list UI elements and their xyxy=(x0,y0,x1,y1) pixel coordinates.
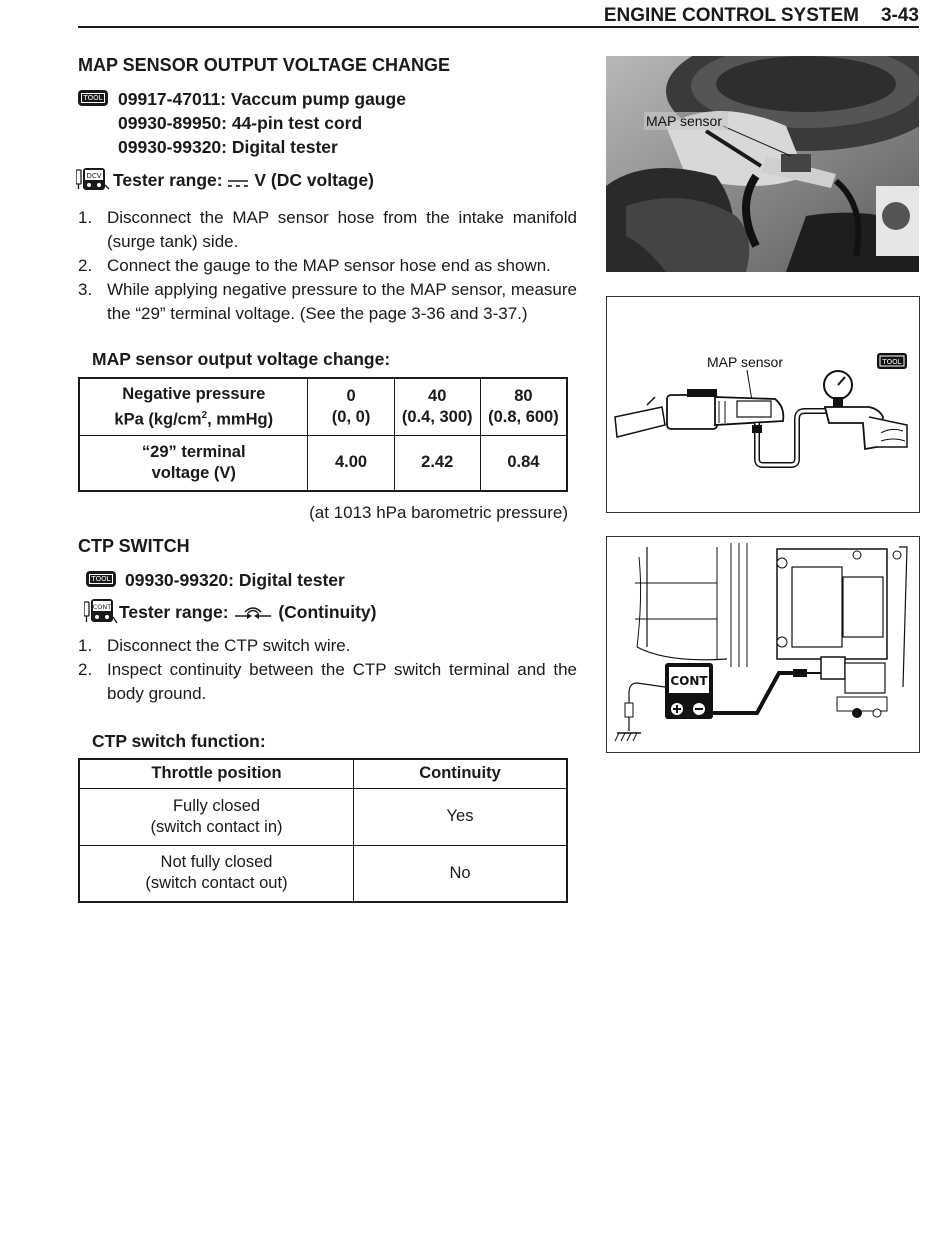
dc-tester-icon xyxy=(76,167,110,191)
table-cell: 0.84 xyxy=(480,435,567,491)
tester-range-label: Tester range: xyxy=(113,170,223,190)
table-cell: Not fully closed (switch contact out) xyxy=(79,845,354,902)
step-item: 2. Connect the gauge to the MAP sensor hose end as shown. xyxy=(78,256,551,275)
tester-range-label: Tester range: xyxy=(119,602,229,622)
tool-icon: TOOL xyxy=(78,90,108,111)
table-cell: Yes xyxy=(354,788,568,845)
map-tester-range xyxy=(113,168,374,192)
table-cell: 0 (0, 0) xyxy=(308,378,394,435)
svg-text:DCV: DCV xyxy=(86,172,102,180)
ctp-table-title: CTP switch function: xyxy=(92,731,266,751)
step-item: 1. Disconnect the CTP switch wire. xyxy=(78,636,351,655)
ctp-tool: 09930-99320: Digital tester xyxy=(125,570,345,590)
table-cell: Fully closed (switch contact in) xyxy=(79,788,354,845)
tool-item: 09930-99320: Digital tester xyxy=(118,137,338,157)
map-sensor-photo xyxy=(606,56,919,272)
diagram-label: MAP sensor xyxy=(707,354,783,370)
ctp-section-title: CTP SWITCH xyxy=(78,536,190,556)
svg-text:TOOL: TOOL xyxy=(882,358,902,366)
page-header xyxy=(78,4,919,28)
map-tool-list xyxy=(118,87,406,159)
continuity-symbol-icon xyxy=(233,602,273,620)
tester-range-value: (Continuity) xyxy=(278,602,377,622)
table-cell: 40 (0.4, 300) xyxy=(394,378,480,435)
tester-range-value: V (DC voltage) xyxy=(254,170,374,190)
table-header-cell: Continuity xyxy=(354,759,568,788)
map-section-title: MAP SENSOR OUTPUT VOLTAGE CHANGE xyxy=(78,55,451,75)
svg-text:CONT: CONT xyxy=(92,603,112,611)
table-cell: 80 (0.8, 600) xyxy=(480,378,567,435)
table-header-cell: “29” terminal voltage (V) xyxy=(79,435,308,491)
pressure-note: (at 1013 hPa barometric pressure) xyxy=(309,503,568,522)
table-cell: 4.00 xyxy=(308,435,394,491)
photo-label: MAP sensor xyxy=(646,113,722,129)
ctp-switch-diagram xyxy=(606,536,920,753)
tool-item: 09917-47011: Vaccum pump gauge xyxy=(118,89,406,109)
continuity-tester-icon xyxy=(84,598,118,624)
page-number: 3-43 xyxy=(880,5,919,26)
vacuum-gauge-diagram xyxy=(606,296,920,513)
table-header-cell: Throttle position xyxy=(79,759,354,788)
map-table-title: MAP sensor output voltage change: xyxy=(92,349,391,369)
map-voltage-table xyxy=(78,377,568,492)
ctp-tester-range xyxy=(119,600,377,624)
ctp-function-table xyxy=(78,758,568,903)
dc-symbol-icon xyxy=(227,172,249,186)
step-item: 1. Disconnect the MAP sensor hose from the intake manifold (surge tank) side. xyxy=(78,208,577,251)
step-item: 3. While applying negative pressure to the MAP sensor, measure the “29” terminal voltage. (See the page 3-36 and 3-37.) xyxy=(78,280,577,323)
table-cell: No xyxy=(354,845,568,902)
header-title: ENGINE CONTROL SYSTEM xyxy=(603,5,859,26)
table-cell: 2.42 xyxy=(394,435,480,491)
tool-icon: TOOL xyxy=(86,571,116,592)
step-item: 2. Inspect continuity between the CTP switch terminal and the body ground. xyxy=(78,660,577,703)
meter-label: CONT xyxy=(670,674,708,688)
table-header-cell: Negative pressure kPa ($kg/cm^2$, mmHg) xyxy=(79,378,308,435)
tool-item: 09930-89950: 44-pin test cord xyxy=(118,113,363,133)
